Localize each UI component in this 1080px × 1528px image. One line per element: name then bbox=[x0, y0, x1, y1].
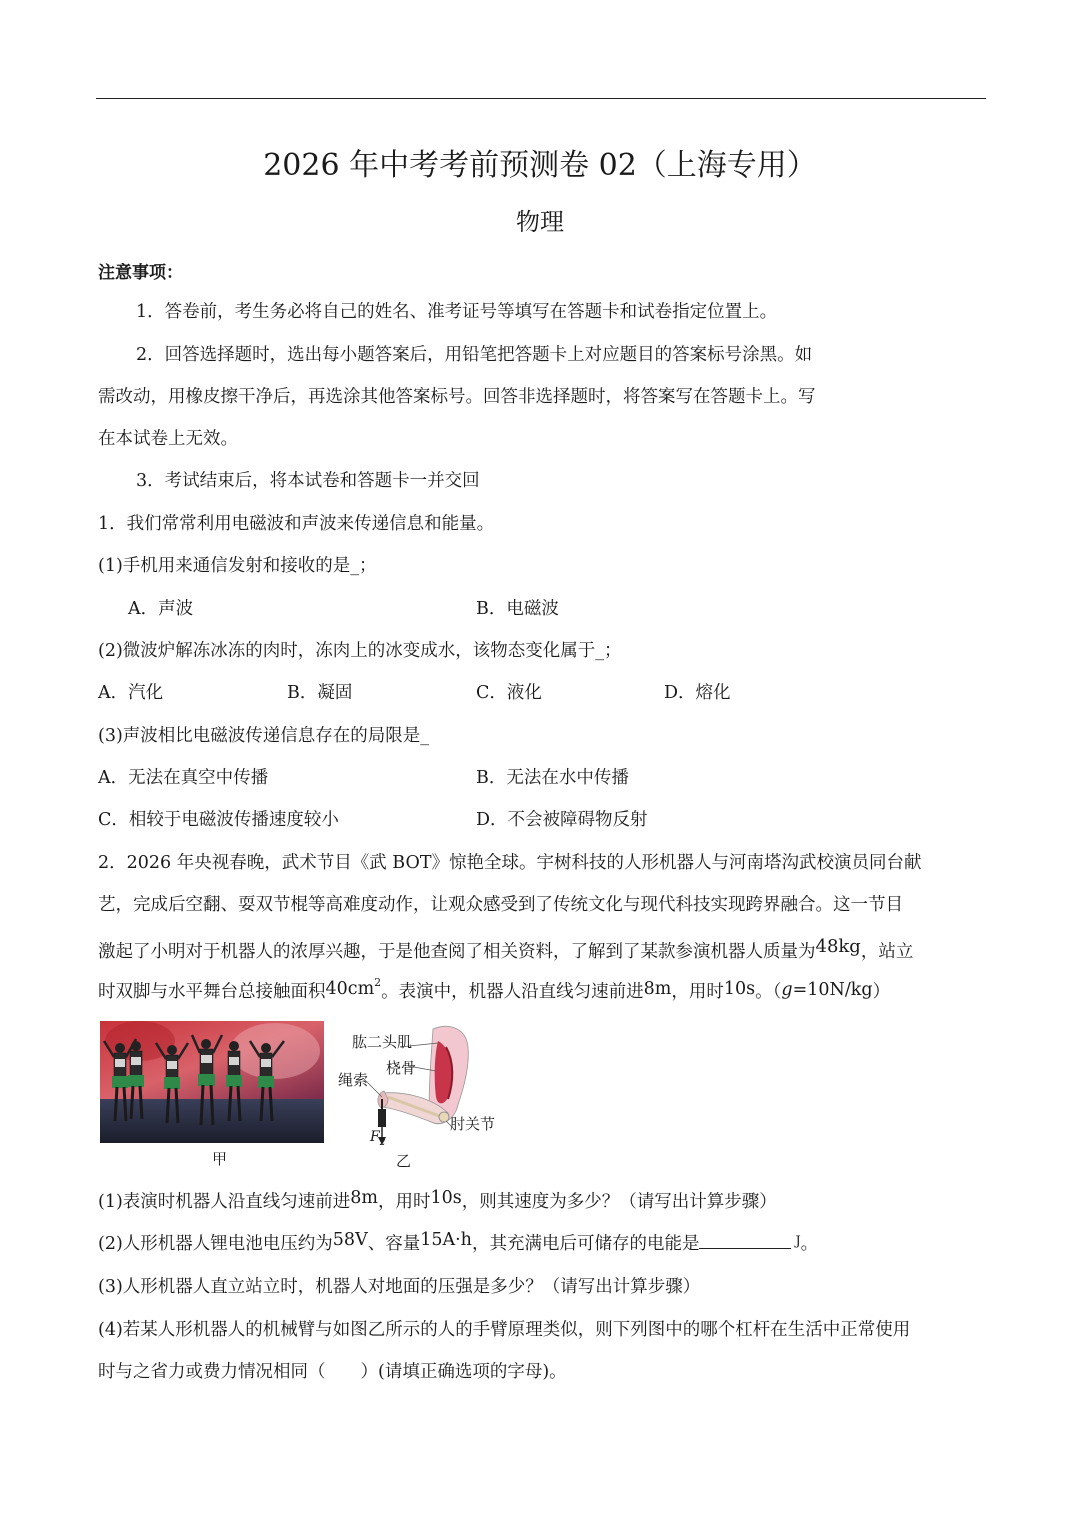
q1-part3-option-a: A．无法在真空中传播 bbox=[98, 768, 269, 788]
q2-sub1-mid: ，用时 bbox=[378, 1192, 431, 1212]
label-radius: 桡骨 bbox=[386, 1059, 417, 1077]
notice-item-1: 1．答卷前，考生务必将自己的姓名、准考证号等填写在答题卡和试卷指定位置上。 bbox=[136, 302, 778, 322]
energy-unit: J bbox=[795, 1234, 801, 1249]
q1-part3-option-d: D．不会被障碍物反射 bbox=[476, 810, 648, 830]
notice-item-2-line-1: 2．回答选择题时，选出每小题答案后，用铅笔把答题卡上对应题目的答案标号涂黑。如 bbox=[136, 345, 813, 365]
arm-lever-diagram bbox=[338, 1021, 508, 1171]
q2-sub1-text: (1)表演时机器人沿直线匀速前进 bbox=[98, 1192, 351, 1212]
q1-part2-option-b: B．凝固 bbox=[287, 683, 353, 703]
q2-stem-line-4 bbox=[98, 978, 890, 1003]
q2-stem-line-1: 2．2026 年央视春晚，武术节目《武 BOT》惊艳全球。宇树科技的人形机器人与河南塔沟武校演员同台献 bbox=[98, 853, 922, 873]
contact-area-exponent: 2 bbox=[374, 976, 382, 990]
robot-mass: 48kg bbox=[815, 936, 861, 957]
answer-blank[interactable] bbox=[699, 1234, 791, 1249]
notice-item-3: 3．考试结束后，将本试卷和答题卡一并交回 bbox=[136, 471, 480, 491]
travel-distance: 8m bbox=[643, 979, 672, 999]
q1-part3: (3)声波相比电磁波传递信息存在的局限是_ bbox=[98, 726, 430, 746]
q2-stem-line-3 bbox=[98, 938, 913, 963]
notice-item-2-line-2: 需改动，用橡皮擦干净后，再选涂其他答案标号。回答非选择题时，将答案写在答题卡上。写 bbox=[98, 387, 816, 407]
q1-stem: 1．我们常常利用电磁波和声波来传递信息和能量。 bbox=[98, 514, 495, 534]
label-elbow: 肘关节 bbox=[450, 1115, 496, 1133]
q2-sub4-line-1: (4)若某人形机器人的机械臂与如图乙所示的人的手臂原理类似，则下列图中的哪个杠杆在生活中正常使用 bbox=[98, 1320, 911, 1340]
q1-part3-option-c: C．相较于电磁波传播速度较小 bbox=[98, 810, 339, 830]
q1-part3-option-b: B．无法在水中传播 bbox=[476, 768, 629, 788]
robot-performance-photo bbox=[100, 1021, 324, 1143]
q1-part2-option-d: D．熔化 bbox=[664, 683, 731, 703]
travel-time: 10s bbox=[723, 979, 756, 999]
q2-sub1 bbox=[98, 1188, 777, 1213]
q2-stem-line-4-mid: 。表演中，机器人沿直线匀速前进 bbox=[381, 982, 644, 1002]
gravity-value: =10N/kg bbox=[792, 980, 873, 1000]
q2-sub2-text: (2)人形机器人锂电池电压约为 bbox=[98, 1234, 333, 1254]
q2-sub1-time: 10s bbox=[430, 1188, 462, 1208]
q2-sub2-mid: 、容量 bbox=[367, 1234, 421, 1254]
q2-stem-line-4-mid2: ，用时 bbox=[671, 982, 724, 1002]
label-force bbox=[370, 1129, 385, 1148]
force-subscript: 2 bbox=[379, 1137, 386, 1148]
header-rule bbox=[96, 98, 986, 99]
q1-part2-option-c: C．液化 bbox=[476, 683, 542, 703]
q2-stem-line-3-end: ，站立 bbox=[860, 942, 914, 962]
q1-part1-option-b: B．电磁波 bbox=[476, 599, 559, 619]
q2-stem-line-3-text: 激起了小明对于机器人的浓厚兴趣，于是他查阅了相关资料，了解到了某款参演机器人质量为 bbox=[98, 942, 816, 962]
label-biceps: 肱二头肌 bbox=[352, 1033, 413, 1051]
subject-title: 物理 bbox=[516, 208, 564, 236]
force-symbol: F bbox=[370, 1129, 380, 1145]
q2-stem-line-2: 艺，完成后空翻、耍双节棍等高难度动作，让观众感受到了传统文化与现代科技实现跨界融合。这一节目 bbox=[98, 895, 903, 915]
notice-item-2-line-3: 在本试卷上无效。 bbox=[98, 429, 238, 449]
label-rope: 绳索 bbox=[338, 1071, 369, 1089]
q1-part1: (1)手机用来通信发射和接收的是_； bbox=[98, 556, 377, 576]
contact-area: 40cm bbox=[325, 979, 375, 999]
q2-sub1-distance: 8m bbox=[350, 1188, 379, 1208]
q2-sub2-mid2: ，其充满电后可储存的电能是 bbox=[471, 1234, 700, 1254]
figure-b-caption: 乙 bbox=[396, 1152, 412, 1170]
q2-stem-line-4-end: ） bbox=[872, 982, 891, 1002]
q2-sub3: (3)人形机器人直立站立时，机器人对地面的压强是多少？（请写出计算步骤） bbox=[98, 1277, 701, 1297]
q2-stem-line-4-mid3: 。（ bbox=[755, 982, 782, 1002]
q2-sub4-line-2: 时与之省力或费力情况相同（ ）(请填正确选项的字母)。 bbox=[98, 1362, 567, 1382]
gravity-symbol: g bbox=[781, 980, 793, 1000]
battery-voltage: 58V bbox=[332, 1230, 368, 1250]
q2-sub1-end: ，则其速度为多少？（请写出计算步骤） bbox=[461, 1192, 777, 1212]
q2-sub2 bbox=[98, 1230, 818, 1255]
page-title: 2026 年中考考前预测卷 02（上海专用） bbox=[263, 148, 817, 183]
q2-stem-line-4-text: 时双脚与水平舞台总接触面积 bbox=[98, 982, 326, 1002]
q1-part2-option-a: A．汽化 bbox=[98, 683, 164, 703]
q2-sub2-end: 。 bbox=[800, 1234, 819, 1254]
figure-a-caption: 甲 bbox=[212, 1150, 228, 1168]
notice-heading: 注意事项： bbox=[98, 263, 183, 283]
q1-part2: (2)微波炉解冻冰冻的肉时，冻肉上的冰变成水，该物态变化属于_； bbox=[98, 641, 622, 661]
q1-part1-option-a: A．声波 bbox=[128, 599, 194, 619]
battery-capacity: 15A·h bbox=[420, 1230, 472, 1250]
